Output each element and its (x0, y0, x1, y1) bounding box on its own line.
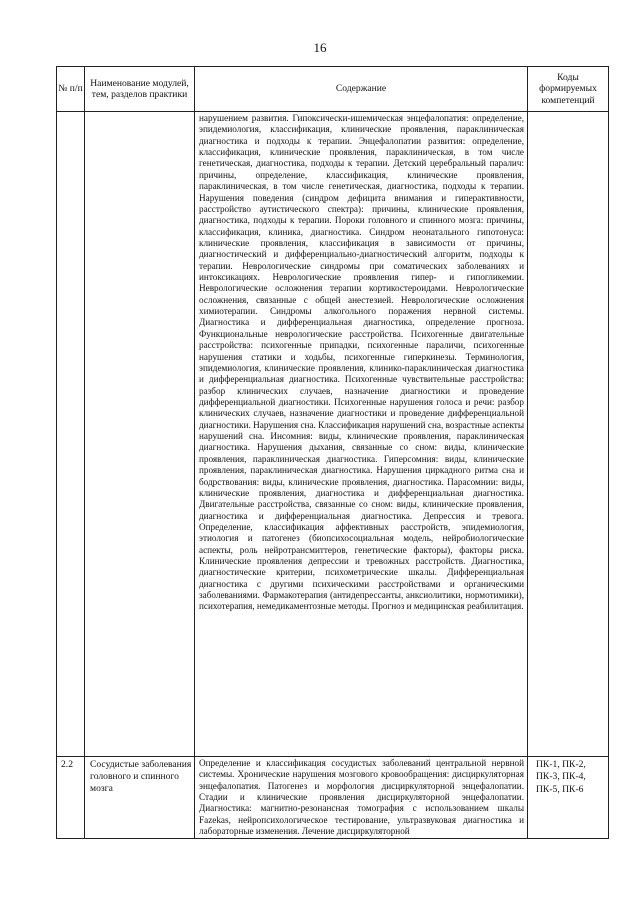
table-header-row (57, 67, 609, 112)
header-content: Содержание (195, 67, 528, 112)
curriculum-table (56, 66, 609, 839)
row1-codes (528, 112, 609, 757)
row2-codes: ПК-1, ПК-2, ПК-3, ПК-4, ПК-5, ПК-6 (528, 757, 609, 839)
page-number: 16 (313, 40, 327, 55)
table-row (57, 757, 609, 839)
header-name: Наименование модулей, тем, разделов практики (85, 67, 195, 112)
row1-content: нарушением развития. Гипоксически-ишемическая энцефалопатия: определение, эпидемиология, классификация, клинические проявления, параклиническая диагностика и подходы к терапии. Энцефалопатии развития: определение, классификация, клинические проявления, параклиническая, в том числе генетическая, диагностика, подходы к терапии. Детский церебральный паралич: причины, определение, классификация, клинические проявления, параклиническая, в том числе генетическая, диагностика, подходы к терапии. Нарушения поведения (синдром дефицита внимания и гиперактивности, расстройство аутистического спектра): причины, клинические проявления, диагностика, подходы к терапии. Пороки головного и спинного мозга: причины, классификация, клиника, диагностика. Синдром неонатального гипотонуса: клинические проявления, классификация в зависимости от причины, диагностический и дифференциально-диагностический алгоритм, подходы к терапии. Неврологические синдромы при соматических заболеваниях и интоксикациях. Неврологические проявления гипер- и гипогликемии. Неврологические осложнения терапии кортикостероидами. Неврологические осложнения, связанные с общей анестезией. Неврологические осложнения химиотерапии. Синдромы алкогольного поражения нервной системы. Диагностика и дифференциальная диагностика, определение прогноза. Функциональные неврологические расстройства. Психогенные двигательные расстройства: психогенные припадки, психогенные параличи, психогенные нарушения статики и ходьбы, психогенные гиперкинезы. Терминология, эпидемиология, клинические проявления, клинико-параклиническая диагностика и дифференциальная диагностика. Психогенные чувствительные расстройства: разбор клинических случаев, назначение диагностики и проведение дифференциальной диагностики. Психогенные нарушения голоса и речи: разбор клинических случаев, назначение диагностики и проведение дифференциальной диагностики. Нарушения сна. Классификация нарушений сна, возрастные аспекты нарушений сна. Инсомния: виды, клинические проявления, параклиническая диагностика. Нарушения дыхания, связанные со сном: виды, клинические проявления, параклиническая диагностика. Гиперсомния: виды, клинические проявления, параклиническая диагностика. Нарушения циркадного ритма сна и бодрствования: виды, клинические проявления, диагностика. Парасомнии: виды, клинические проявления, диагностика и дифференциальная диагностика. Двигательные расстройства, связанные со сном: виды, клинические проявления, диагностика и дифференциальная диагностика. Депрессия и тревога. Определение, классификация аффективных расстройств, эпидемиология, этиология и патогенез (биопсихосоциальная модель, нейробиологические аспекты, роль нейротрансмиттеров, генетические факторы), факторы риска. Клинические проявления депрессии и тревожных расстройств. Диагностика, диагностические критерии, психометрические шкалы. Дифференциальная диагностика с другими психическими расстройствами и органическими заболеваниями. Фармакотерапия (антидепрессанты, анксиолитики, нормотимики), психотерапия, немедикаментозные методы. Прогноз и медицинская реабилитация. (195, 112, 528, 757)
row2-name: Сосудистые заболевания головного и спинного мозга (85, 757, 195, 839)
table-row (57, 112, 609, 757)
row2-num: 2.2 (57, 757, 85, 839)
header-codes: Коды формируемых компетенций (528, 67, 609, 112)
header-num: № п/п (57, 67, 85, 112)
row1-name (85, 112, 195, 757)
row1-num (57, 112, 85, 757)
row2-content: Определение и классификация сосудистых заболеваний центральной нервной системы. Хронические нарушения мозгового кровообращения: дисциркуляторная энцефалопатия. Патогенез и морфология дисциркуляторной энцефалопатии. Стадии и клинические проявления дисциркуляторной энцефалопатии. Диагностика: магнитно-резонансная томография с использованием шкалы Fazekas, нейропсихологическое тестирование, ультразвуковая диагностика и лабораторные изменения. Лечение дисциркуляторной (195, 757, 528, 839)
